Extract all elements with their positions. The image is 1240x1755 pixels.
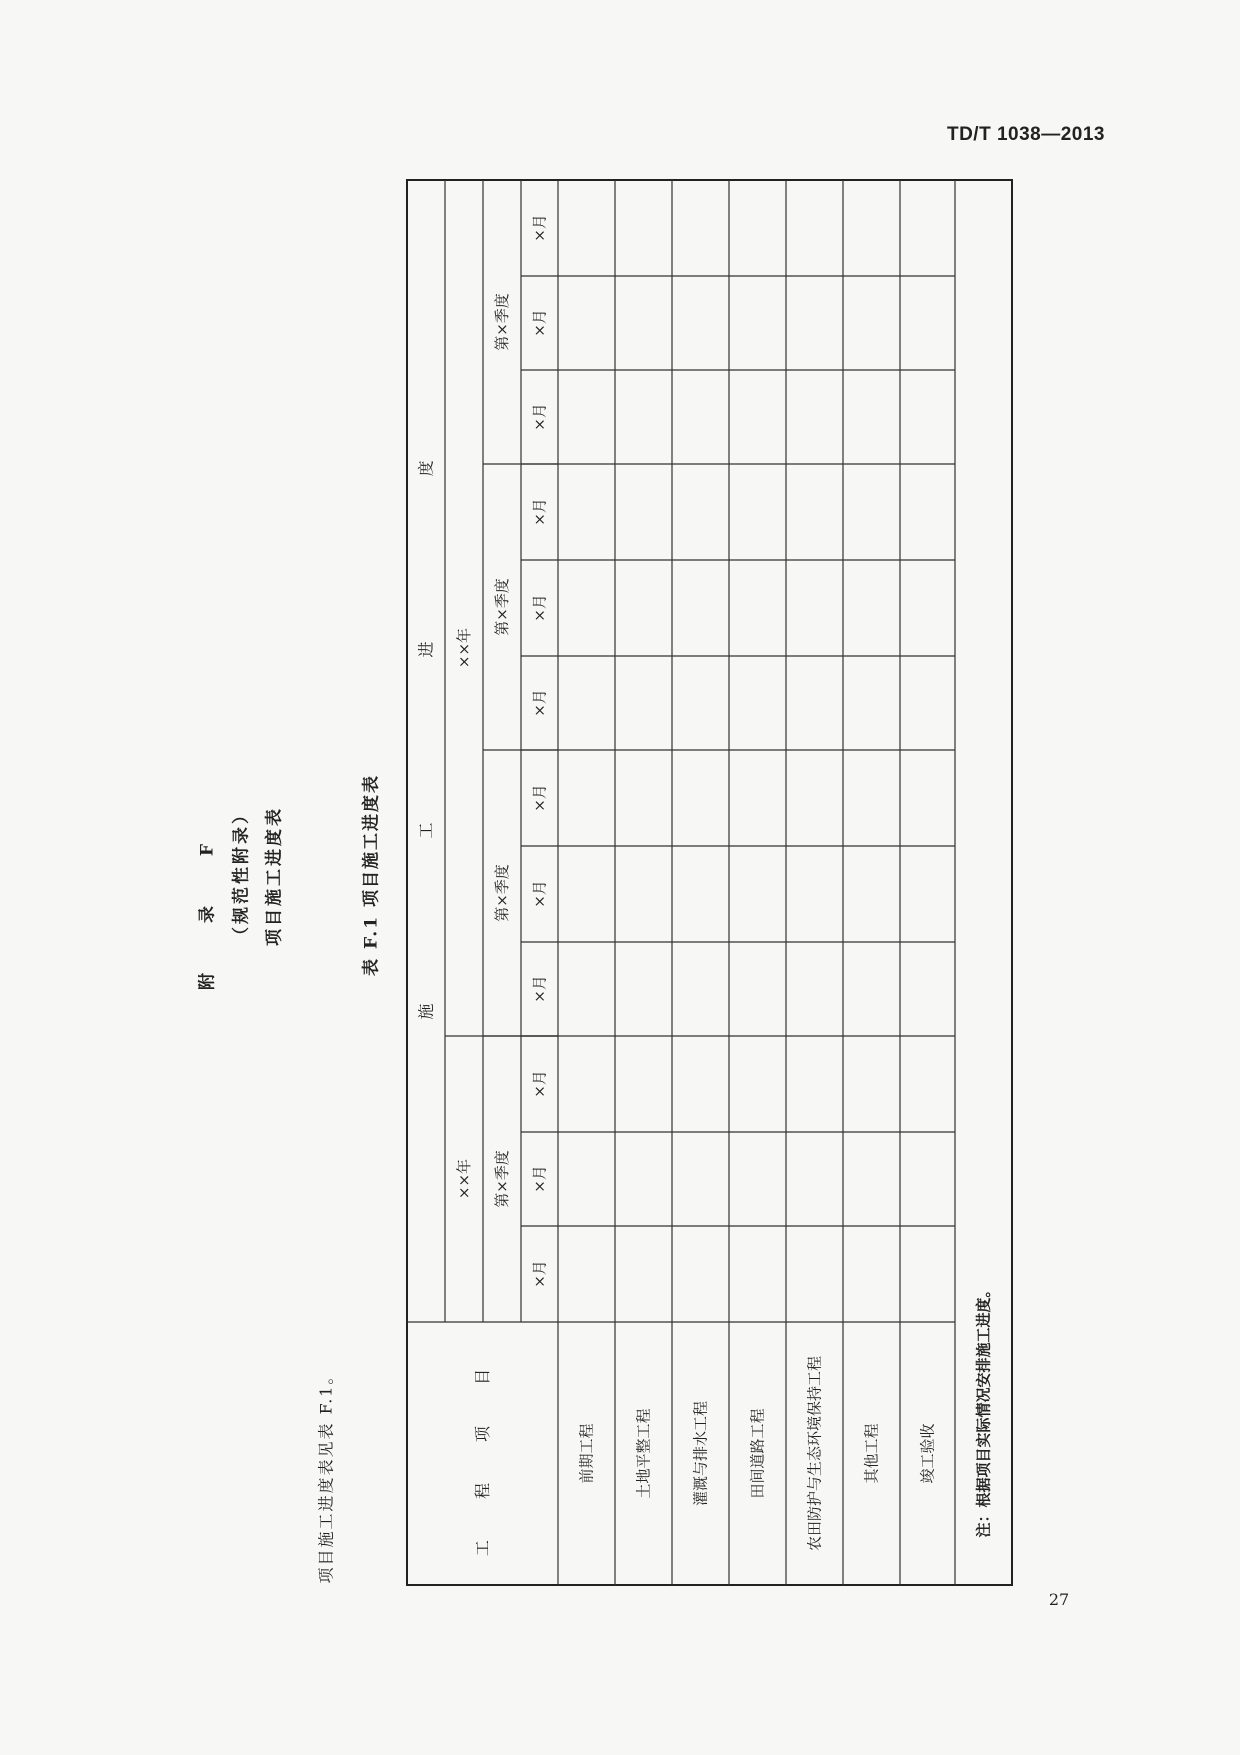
row-label: 竣工验收 <box>918 1423 937 1484</box>
appendix-title: 附 录 F <box>197 822 218 990</box>
month-label: ×月 <box>530 309 549 337</box>
row-label: 其他工程 <box>862 1423 881 1484</box>
month-label: ×月 <box>530 403 549 431</box>
standard-code: TD/T 1038—2013 <box>946 124 1105 145</box>
quarter-label: 第×季度 <box>493 1150 511 1208</box>
row-label: 土地平整工程 <box>634 1408 653 1499</box>
month-label: ×月 <box>530 1165 549 1193</box>
year-label: ××年 <box>455 627 473 669</box>
month-label: ×月 <box>530 214 549 242</box>
month-label: ×月 <box>530 880 549 908</box>
month-label: ×月 <box>530 689 549 717</box>
month-label: ×月 <box>530 784 549 812</box>
table-caption: 表 F.1 项目施工进度表 <box>361 774 382 976</box>
page-number: 27 <box>1048 1590 1070 1609</box>
appendix-heading: 项目施工进度表 <box>264 806 285 946</box>
month-label: ×月 <box>530 1260 549 1288</box>
quarter-label: 第×季度 <box>493 864 511 922</box>
row-label: 前期工程 <box>577 1423 596 1484</box>
month-label: ×月 <box>530 498 549 526</box>
quarter-label: 第×季度 <box>493 293 511 351</box>
row-label: 田间道路工程 <box>748 1408 767 1499</box>
progress-header: 施 工 进 度 <box>416 380 436 1020</box>
intro-text: 项目施工进度表见表 F.1。 <box>316 1366 336 1584</box>
month-label: ×月 <box>530 594 549 622</box>
quarter-label: 第×季度 <box>493 578 511 636</box>
row-label: 灌溉与排水工程 <box>691 1400 710 1507</box>
month-label: ×月 <box>530 975 549 1003</box>
year-label: ××年 <box>455 1158 473 1200</box>
appendix-subtitle: （规范性附录） <box>231 804 252 944</box>
table-note: 注：根据项目实际情况安排施工进度。 <box>974 1282 993 1538</box>
row-label: 农田防护与生态环境保持工程 <box>805 1355 824 1552</box>
month-label: ×月 <box>530 1070 549 1098</box>
column-header: 工 程 项 目 <box>473 1350 492 1557</box>
